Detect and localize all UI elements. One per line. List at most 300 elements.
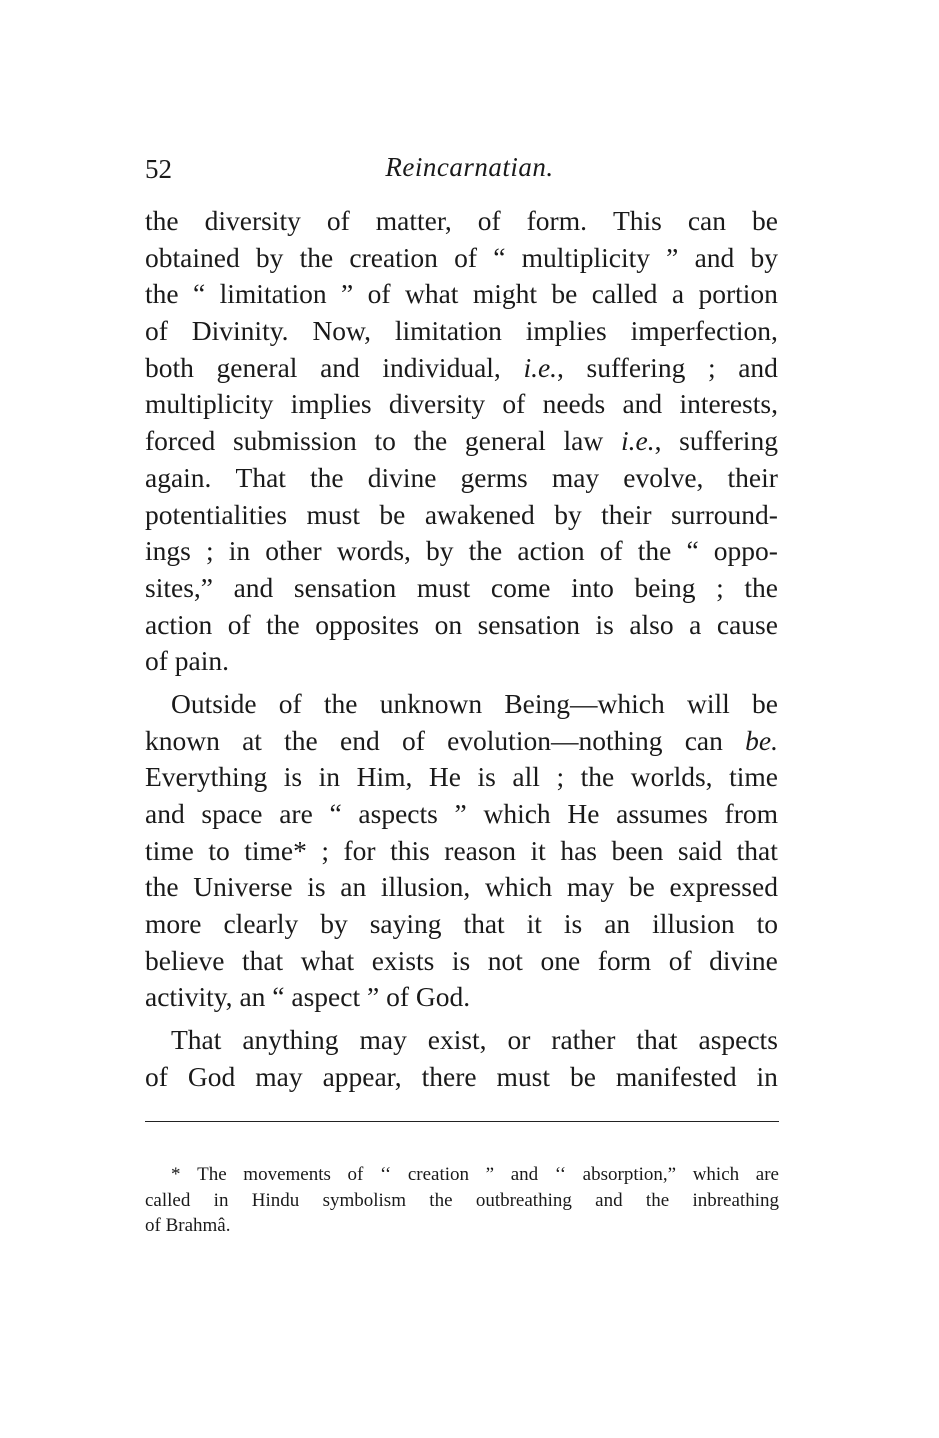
word: [708, 350, 716, 387]
text-line: [145, 943, 778, 980]
text: believe: [145, 944, 225, 976]
word: [145, 979, 239, 1016]
word: [473, 276, 537, 313]
word: [145, 833, 194, 870]
text: and: [145, 798, 185, 829]
text: limitation: [394, 315, 502, 347]
text: and: [738, 351, 778, 383]
text: a: [689, 608, 702, 640]
word: [716, 570, 724, 607]
text: a: [671, 278, 685, 310]
word: [527, 203, 587, 240]
word: [188, 1059, 235, 1096]
text: He: [428, 761, 461, 793]
text-line: [145, 607, 778, 644]
word: [687, 686, 730, 723]
text: that: [463, 908, 505, 940]
word: [652, 906, 735, 943]
word: [616, 1059, 737, 1096]
word: [307, 869, 325, 906]
word: [737, 833, 778, 870]
text: of: [599, 535, 623, 567]
text-line: [145, 833, 778, 870]
text: absorption,”: [582, 1164, 677, 1185]
text: reason: [444, 834, 517, 866]
word: [738, 350, 778, 387]
text: called: [591, 278, 658, 310]
text: time*: [244, 834, 307, 866]
word: [372, 943, 435, 980]
word: [368, 276, 391, 313]
word: [679, 423, 778, 460]
body-text: [145, 203, 778, 1096]
text: evolve,: [623, 461, 704, 493]
text: Him,: [356, 761, 413, 793]
text: an: [340, 871, 367, 903]
text: Universe: [193, 871, 293, 903]
word: [145, 386, 273, 423]
text: That: [171, 1024, 222, 1056]
word: [560, 833, 597, 870]
text: anything: [242, 1024, 339, 1056]
text: aspect: [291, 981, 361, 1013]
word: [692, 1188, 779, 1214]
text: known: [145, 724, 220, 756]
text: all: [512, 761, 540, 793]
word: [461, 460, 528, 497]
word: [145, 1059, 168, 1096]
text: other: [265, 535, 322, 567]
word: [425, 497, 535, 534]
page-number: 52: [145, 154, 172, 184]
word: [504, 686, 664, 723]
text: sensation: [293, 571, 397, 603]
text: is: [477, 761, 496, 793]
text: ”: [341, 278, 354, 310]
text: there: [421, 1060, 477, 1092]
text: action: [517, 535, 585, 567]
text: Being—which: [504, 687, 665, 719]
text: potentialities: [145, 498, 288, 530]
word: [255, 1059, 302, 1096]
text: must: [306, 498, 360, 530]
text: germs: [460, 461, 528, 493]
word: [323, 1188, 406, 1214]
word: [493, 240, 505, 277]
text-line: [145, 386, 778, 423]
text: ,: [557, 351, 564, 383]
text: assumes: [616, 798, 708, 829]
text: said: [677, 834, 723, 866]
word: [728, 460, 778, 497]
word: [408, 1162, 469, 1188]
word: [324, 686, 358, 723]
word: [567, 796, 599, 833]
word: [349, 240, 438, 277]
text: their: [727, 461, 778, 493]
text: sensation: [477, 608, 580, 640]
text: to: [208, 834, 230, 866]
word: [145, 276, 179, 313]
text: to: [756, 908, 778, 940]
word: [145, 906, 202, 943]
word: [621, 423, 661, 460]
word: [666, 240, 678, 277]
word: [379, 497, 405, 534]
word: [714, 533, 778, 570]
word: [478, 203, 501, 240]
word: [206, 533, 214, 570]
word: [670, 869, 778, 906]
word: [340, 869, 366, 906]
word: [357, 759, 413, 796]
word: [171, 1162, 181, 1188]
text: divine: [709, 944, 778, 976]
text: what: [404, 278, 459, 310]
text: ”: [454, 798, 467, 829]
word: [193, 869, 292, 906]
text: may: [551, 461, 600, 493]
text: being: [634, 571, 696, 603]
word: [478, 759, 496, 796]
word: [370, 906, 442, 943]
word: [414, 423, 448, 460]
text: in: [756, 1060, 778, 1092]
word: [145, 723, 220, 760]
text: exists: [371, 944, 435, 976]
word: [447, 723, 662, 760]
word: [145, 1213, 166, 1239]
word: [522, 240, 650, 277]
word: [757, 1059, 778, 1096]
text: in: [213, 1189, 229, 1211]
word: [340, 723, 380, 760]
word: [750, 240, 778, 277]
word: [679, 386, 778, 423]
text: and: [320, 351, 360, 383]
italic-text: i.e.: [620, 425, 655, 457]
text: implies: [290, 388, 372, 420]
text-line: [145, 460, 778, 497]
word: [327, 203, 350, 240]
text: into: [571, 571, 614, 603]
text-line: [145, 570, 778, 607]
text: expressed: [669, 871, 778, 903]
word: [629, 869, 655, 906]
word: [405, 276, 458, 313]
text-line: [145, 1022, 778, 1059]
word: [233, 423, 357, 460]
text: the: [580, 761, 615, 793]
word: [729, 759, 778, 796]
word: [192, 313, 289, 350]
word: [634, 570, 695, 607]
text: clearly: [223, 908, 299, 940]
word: [689, 607, 701, 644]
word: [551, 276, 577, 313]
text: individual,: [382, 351, 501, 383]
word: [348, 1162, 364, 1188]
word: [171, 1022, 221, 1059]
word: [145, 570, 213, 607]
word: [358, 796, 437, 833]
word: [543, 386, 606, 423]
text: that: [636, 1024, 678, 1056]
text-line: [145, 906, 778, 943]
word: [284, 759, 302, 796]
text: may: [359, 1024, 407, 1056]
word: [531, 833, 546, 870]
word: [214, 1188, 229, 1214]
word: [382, 350, 500, 387]
text: which: [483, 798, 551, 829]
text: are: [755, 1164, 779, 1185]
text: the: [266, 608, 300, 640]
text: the: [744, 571, 778, 603]
word: [638, 533, 672, 570]
word: [686, 533, 698, 570]
text: has: [560, 834, 597, 866]
text: for: [343, 834, 376, 866]
word: [512, 759, 540, 796]
text: are: [279, 798, 313, 829]
text: both: [145, 351, 194, 383]
word: [426, 533, 454, 570]
word: [145, 943, 224, 980]
word: [491, 570, 551, 607]
text: implies: [525, 315, 607, 347]
word: [502, 386, 525, 423]
word: [613, 203, 662, 240]
word: [217, 350, 298, 387]
text: The: [197, 1164, 227, 1185]
text: multiplicity: [145, 388, 274, 420]
word: [220, 276, 327, 313]
text: This: [612, 205, 662, 236]
text: limitation: [219, 278, 327, 310]
italic-text: i.e.: [523, 351, 558, 383]
word: [511, 1162, 538, 1188]
text-line: [145, 1162, 779, 1188]
word: [556, 759, 564, 796]
text-line: [145, 686, 778, 723]
text: and: [510, 1164, 539, 1185]
text: That: [235, 461, 286, 493]
word: [402, 723, 425, 760]
word: [523, 350, 563, 387]
word: [228, 607, 251, 644]
word: [476, 1188, 572, 1214]
text: be: [752, 205, 778, 236]
text: ;: [205, 535, 214, 567]
word: [444, 833, 516, 870]
text: not: [487, 944, 523, 976]
text: their: [601, 498, 652, 530]
word: [622, 386, 662, 423]
word: [583, 1162, 676, 1188]
text: the: [468, 535, 503, 567]
word: [517, 533, 584, 570]
word: [145, 796, 185, 833]
word: [483, 796, 550, 833]
word: [242, 1022, 338, 1059]
word: [555, 1162, 566, 1188]
word: [429, 759, 461, 796]
word: [272, 979, 291, 1016]
word: [208, 833, 229, 870]
text: time: [729, 761, 778, 793]
word: [166, 1213, 231, 1239]
running-title: Reincarnatian.: [385, 152, 554, 182]
text: the: [299, 241, 334, 273]
text: suffering: [679, 425, 778, 457]
text: an: [604, 908, 631, 940]
word: [698, 1022, 777, 1059]
word: [552, 460, 599, 497]
word: [300, 240, 334, 277]
text: must: [416, 571, 471, 603]
text: is: [307, 871, 326, 903]
text: needs: [542, 388, 606, 420]
word: [367, 979, 386, 1016]
text: movements: [243, 1164, 331, 1185]
text: creation: [349, 241, 438, 273]
text: been: [611, 834, 664, 866]
word: [463, 906, 504, 943]
word: [623, 460, 703, 497]
word: [600, 533, 623, 570]
word: [564, 906, 582, 943]
word: [145, 759, 267, 796]
word: [616, 796, 708, 833]
text: be: [569, 1060, 596, 1092]
text: awakened: [424, 498, 535, 530]
word: [745, 723, 778, 760]
word: [587, 350, 686, 387]
text: on: [434, 608, 463, 640]
text: ‘‘: [554, 1164, 567, 1185]
word: [145, 869, 179, 906]
word: [252, 1188, 300, 1214]
word: [279, 796, 313, 833]
text: of: [145, 315, 168, 347]
word: [390, 833, 430, 870]
text: more: [145, 908, 202, 940]
text-line: [145, 1213, 779, 1239]
text: ;: [556, 761, 565, 793]
word: [320, 906, 348, 943]
text: unknown: [379, 687, 483, 719]
text: and: [694, 241, 735, 273]
word: [709, 943, 778, 980]
word: [193, 276, 205, 313]
text: this: [390, 834, 430, 866]
text: of: [227, 608, 251, 640]
word: [242, 723, 262, 760]
word: [145, 423, 215, 460]
text: portion: [698, 278, 778, 310]
text: in: [228, 535, 251, 567]
footnote: [145, 1162, 779, 1239]
text-line: [145, 796, 778, 833]
word: [611, 833, 663, 870]
word: [321, 833, 329, 870]
text: of: [367, 278, 391, 310]
text-line: [145, 497, 778, 534]
text: also: [629, 608, 674, 640]
text: pain.: [174, 645, 230, 677]
word: [256, 240, 284, 277]
text: worlds,: [630, 761, 713, 793]
word: [629, 607, 673, 644]
word: [725, 796, 778, 833]
word: [631, 759, 713, 796]
word: [368, 460, 437, 497]
text: Outside: [171, 687, 257, 719]
text: by: [320, 908, 348, 940]
text: God.: [415, 981, 471, 1013]
word: [685, 723, 723, 760]
text-line: [145, 276, 778, 313]
word: [551, 1022, 615, 1059]
word: [145, 240, 240, 277]
word: [485, 869, 552, 906]
text: ings: [145, 535, 191, 567]
text: an: [239, 981, 266, 1013]
text-line: [145, 1188, 779, 1214]
text: of: [477, 205, 501, 236]
text: saying: [369, 908, 442, 940]
text: that: [736, 834, 778, 866]
word: [236, 460, 286, 497]
text: it: [526, 908, 542, 940]
text: be: [379, 498, 406, 530]
text: of: [502, 388, 526, 420]
word: [380, 1162, 391, 1188]
text: the: [310, 461, 344, 493]
text: words,: [336, 535, 411, 567]
text: what: [300, 944, 355, 976]
word: [631, 313, 778, 350]
text: at: [242, 724, 262, 756]
word: [312, 313, 371, 350]
text: of: [454, 241, 478, 273]
word: [678, 833, 722, 870]
word: [229, 533, 250, 570]
text: be: [551, 278, 578, 310]
word: [486, 1162, 494, 1188]
text: of: [386, 981, 409, 1013]
word: [497, 1059, 550, 1096]
word: [145, 607, 212, 644]
word: [756, 1162, 779, 1188]
text: be: [751, 687, 778, 719]
text: of: [668, 944, 692, 976]
word: [752, 686, 778, 723]
text: general: [464, 425, 546, 457]
word: [145, 497, 287, 534]
text: may: [255, 1060, 303, 1092]
text: might: [472, 278, 537, 310]
text: the: [413, 425, 448, 457]
word: [469, 533, 503, 570]
word: [744, 570, 778, 607]
text: opposites: [315, 608, 420, 640]
text: it: [530, 834, 546, 866]
text: is: [595, 608, 614, 640]
text: divine: [367, 461, 437, 493]
text: form: [597, 944, 652, 976]
